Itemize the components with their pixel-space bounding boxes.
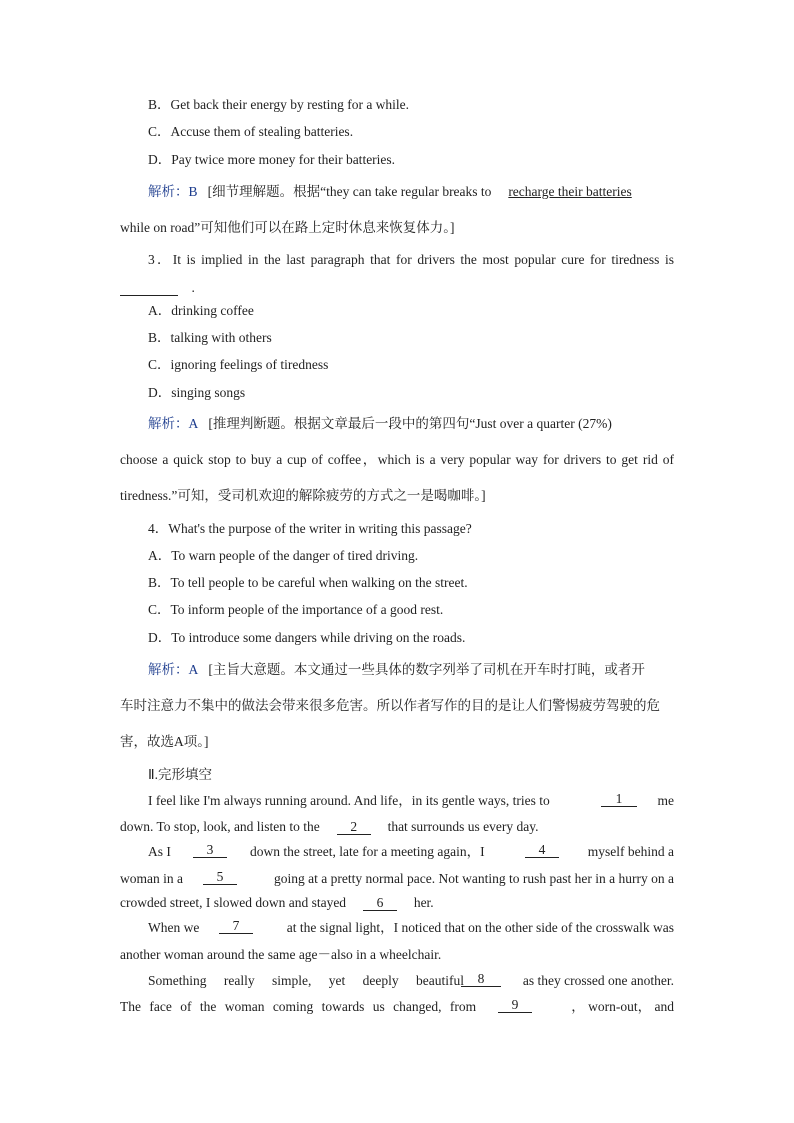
cloze-text: myself behind a bbox=[587, 844, 674, 859]
q3-stem-blank bbox=[120, 279, 195, 297]
q4-option-a: A．To warn people of the danger of tired driving. bbox=[148, 548, 419, 563]
q4-explanation-line2: 车时注意力不集中的做法会带来很多危害。所以作者写作的目的是让人们警惕疲劳驾驶的危 bbox=[120, 698, 660, 713]
cloze-p3-line2: another woman around the same age－also in a wheelchair. bbox=[120, 947, 442, 962]
answer-blank bbox=[120, 281, 178, 296]
cloze-text: going at a pretty normal pace. Not wanting to rush past her in a hurry on a bbox=[273, 871, 674, 886]
q4-option-c: C．To inform people of the importance of a good rest. bbox=[148, 602, 444, 617]
cloze-blank-8: 8 bbox=[461, 972, 501, 987]
cloze-p3-line1 bbox=[148, 919, 674, 937]
q4-explanation-label: 解析：A bbox=[148, 662, 199, 677]
q3-stem-end: . bbox=[191, 280, 195, 295]
cloze-p4-line2 bbox=[120, 998, 674, 1016]
q3-option-d: D．singing songs bbox=[148, 385, 246, 400]
q2-explanation-underlined: recharge their batteries bbox=[508, 184, 632, 199]
cloze-p1-line2 bbox=[120, 818, 539, 836]
cloze-text: her. bbox=[413, 895, 434, 910]
q3-explanation-line3: tiredness.”可知，受司机欢迎的解除疲劳的方式之一是喝咖啡。] bbox=[120, 488, 486, 503]
cloze-text: me bbox=[657, 793, 674, 808]
cloze-blank-6: 6 bbox=[363, 896, 397, 911]
q3-explanation-line1 bbox=[148, 415, 612, 433]
q4-option-b: B．To tell people to be careful when walking on the street. bbox=[148, 575, 468, 590]
cloze-text: at the signal light，I noticed that on the other side of the crosswalk was bbox=[286, 920, 674, 935]
cloze-blank-4: 4 bbox=[525, 843, 559, 858]
q4-option-d: D．To introduce some dangers while driving on the roads. bbox=[148, 630, 466, 645]
q3-option-a: A．drinking coffee bbox=[148, 303, 254, 318]
cloze-text: ， worn-out， and bbox=[571, 999, 674, 1014]
section-title: Ⅱ.完形填空 bbox=[148, 767, 213, 782]
cloze-p1-line1 bbox=[148, 792, 674, 810]
q2-explanation-text: [细节理解题。根据“they can take regular breaks to bbox=[207, 184, 492, 199]
q3-stem: 3．It is implied in the last paragraph that for drivers the most popular cure for tiredness is bbox=[148, 252, 674, 267]
cloze-p2-line3 bbox=[120, 894, 434, 912]
cloze-text: woman in a bbox=[120, 871, 183, 886]
cloze-p4-line1 bbox=[148, 972, 674, 990]
cloze-text: As I bbox=[148, 844, 171, 859]
q4-explanation-line1 bbox=[148, 661, 645, 679]
cloze-text: I feel like I'm always running around. And life，in its gentle ways, tries to bbox=[148, 793, 550, 808]
q3-option-c: C．ignoring feelings of tiredness bbox=[148, 357, 329, 372]
cloze-text: down. To stop, look, and listen to the bbox=[120, 819, 320, 834]
cloze-text: down the street, late for a meeting again，I bbox=[250, 844, 485, 859]
q3-explanation-line2: choose a quick stop to buy a cup of coffee，which is a very popular way for drivers to get rid of bbox=[120, 452, 674, 467]
cloze-text: as they crossed one another. bbox=[522, 973, 674, 988]
q2-option-b: B．Get back their energy by resting for a while. bbox=[148, 97, 410, 112]
q2-option-c: C．Accuse them of stealing batteries. bbox=[148, 124, 354, 139]
cloze-p2-line2 bbox=[120, 870, 674, 888]
cloze-text: that surrounds us every day. bbox=[387, 819, 539, 834]
cloze-p2-line1 bbox=[148, 843, 674, 861]
q3-explanation-label: 解析：A bbox=[148, 416, 199, 431]
q2-explanation-line1 bbox=[148, 183, 632, 201]
cloze-blank-1: 1 bbox=[601, 792, 637, 807]
q2-explanation-line2: while on road”可知他们可以在路上定时休息来恢复体力。] bbox=[120, 220, 455, 235]
q4-explanation-line3: 害，故选A项。] bbox=[120, 734, 209, 749]
cloze-blank-2: 2 bbox=[337, 820, 371, 835]
cloze-blank-5: 5 bbox=[203, 870, 237, 885]
q4-explanation-text: [主旨大意题。本文通过一些具体的数字列举了司机在开车时打盹，或者开 bbox=[208, 662, 645, 677]
q2-explanation-label: 解析：B bbox=[148, 184, 198, 199]
cloze-blank-9: 9 bbox=[498, 998, 532, 1013]
cloze-text: The face of the woman coming towards us changed, from bbox=[120, 999, 477, 1014]
q4-stem: 4．What's the purpose of the writer in writing this passage? bbox=[148, 521, 472, 536]
q2-option-d: D．Pay twice more money for their batteries. bbox=[148, 152, 396, 167]
cloze-blank-7: 7 bbox=[219, 919, 253, 934]
q3-option-b: B．talking with others bbox=[148, 330, 272, 345]
cloze-blank-3: 3 bbox=[193, 843, 227, 858]
q3-explanation-text: [推理判断题。根据文章最后一段中的第四句“Just over a quarter (27%) bbox=[208, 416, 612, 431]
cloze-text: When we bbox=[148, 920, 200, 935]
cloze-text: Something really simple, yet deeply beautiful bbox=[148, 973, 464, 988]
cloze-text: crowded street, I slowed down and stayed bbox=[120, 895, 347, 910]
